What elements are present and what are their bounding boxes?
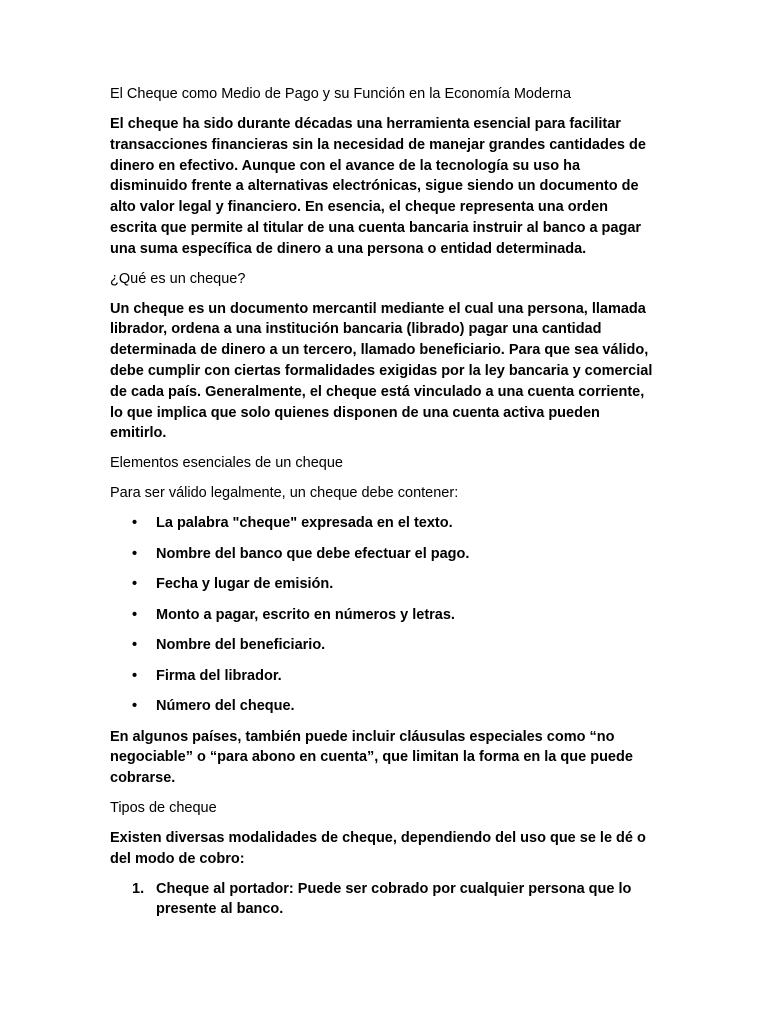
section-heading-tipos: Tipos de cheque xyxy=(110,800,217,817)
list-item xyxy=(110,879,658,921)
list-item xyxy=(110,513,658,533)
list-item xyxy=(110,544,658,564)
list-item xyxy=(110,696,658,716)
list-item-text: Monto a pagar, escrito en números y letras. xyxy=(156,606,455,623)
elements-list xyxy=(110,513,658,716)
list-number: 1. xyxy=(132,880,145,897)
list-item-text: Fecha y lugar de emisión. xyxy=(156,576,334,593)
intro-paragraph: El cheque ha sido durante décadas una herramienta esencial para facilitar transacciones financieras sin la necesidad de manejar grandes cantidades de dinero en efectivo. Aunque con el avance de la tecnología su uso ha disminuido frente a alternativas electrónicas, sigue siendo un documento de alto valor legal y financiero. En esencia, el cheque representa una orden escrita que permite al titular de una cuenta bancaria instruir al banco a pagar una suma específica de dinero a una persona o entidad determinada. xyxy=(110,116,646,257)
list-item-text: Firma del librador. xyxy=(156,667,282,684)
list-item-text: La palabra "cheque" expresada en el texto. xyxy=(156,515,453,532)
bullet-icon: • xyxy=(132,606,138,623)
section-closing-elementos: En algunos países, también puede incluir cláusulas especiales como “no negociable” o “para abono en cuenta”, que limitan la forma en la que puede cobrarse. xyxy=(110,728,633,787)
bullet-icon: • xyxy=(132,545,138,562)
document-page xyxy=(110,84,658,920)
list-item xyxy=(110,574,658,594)
document-title: El Cheque como Medio de Pago y su Función en la Economía Moderna xyxy=(110,86,572,102)
section-heading-que-es: ¿Qué es un cheque? xyxy=(110,270,246,287)
bullet-icon: • xyxy=(132,698,138,715)
section-lead-tipos: Existen diversas modalidades de cheque, dependiendo del uso que se le dé o del modo de cobro: xyxy=(110,830,646,867)
section-heading-elementos: Elementos esenciales de un cheque xyxy=(110,455,343,472)
bullet-icon: • xyxy=(132,576,138,593)
bullet-icon: • xyxy=(132,637,138,654)
list-item xyxy=(110,666,658,686)
list-item-text: Nombre del banco que debe efectuar el pago. xyxy=(156,545,470,562)
section-lead-elementos: Para ser válido legalmente, un cheque debe contener: xyxy=(110,485,459,502)
list-item-text: Nombre del beneficiario. xyxy=(156,637,326,654)
list-item-text: Número del cheque. xyxy=(156,698,295,715)
types-list xyxy=(110,879,658,921)
bullet-icon: • xyxy=(132,515,138,532)
list-item-text: Cheque al portador: Puede ser cobrado por cualquier persona que lo presente al banco. xyxy=(156,880,632,918)
list-item xyxy=(110,635,658,655)
bullet-icon: • xyxy=(132,667,138,684)
section-body-que-es: Un cheque es un documento mercantil mediante el cual una persona, llamada librador, ordena a una institución bancaria (librado) pagar una cantidad determinada de dinero a un tercero, llamado beneficiario. Para que sea válido, debe cumplir con ciertas formalidades exigidas por la ley bancaria y comercial de cada país. Generalmente, el cheque está vinculado a una cuenta corriente, lo que implica que solo quienes disponen de una cuenta activa pueden emitirlo. xyxy=(110,300,653,442)
list-item xyxy=(110,605,658,625)
